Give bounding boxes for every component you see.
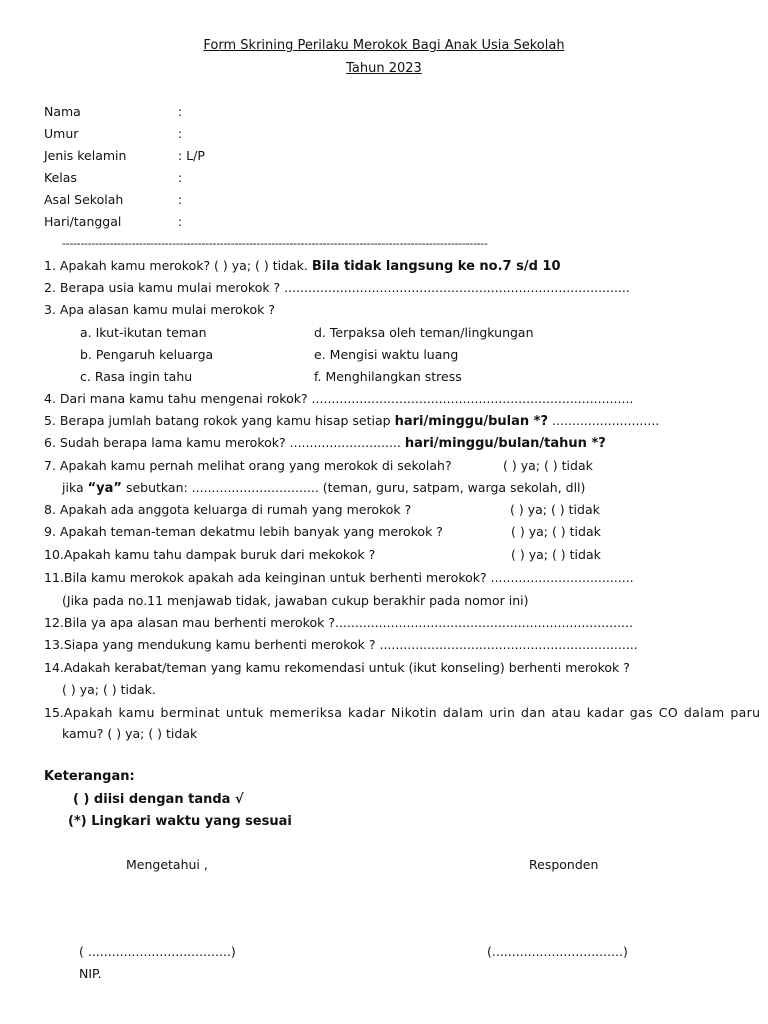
question-text[interactable]: Berapa usia kamu mulai merokok ? ....................................................................................... [59,280,630,295]
note-checkmark: ( ) diisi dengan tanda √ [73,792,244,807]
time-unit-choice[interactable]: hari/minggu/bulan/tahun *? [404,436,606,451]
question-text: Apakah kamu tahu dampak buruk dari mekokok ? [63,547,376,562]
question-15-answer[interactable]: kamu? ( ) ya; ( ) tidak [62,726,198,741]
question-text: Adakah kerabat/teman yang kamu rekomendasi untuk (ikut konseling) berhenti merokok ? [63,660,630,675]
question-12 [44,615,633,631]
question-number: 13. [44,637,64,652]
question-number: 8. [44,502,56,517]
form-year: Tahun 2023 [346,61,422,76]
option-letter: f. [314,369,322,384]
respondent-label: Responden [529,857,599,872]
school-label: Asal Sekolah [44,192,124,207]
option-d[interactable] [314,325,534,341]
skip-instruction: Bila tidak langsung ke no.7 s/d 10 [311,259,561,274]
option-text: Ikut-ikutan teman [95,325,207,340]
gender-field[interactable]: : L/P [178,148,205,163]
option-b[interactable] [80,347,213,363]
date-label: Hari/tanggal [44,214,122,229]
question-14 [44,660,630,676]
question-number: 9. [44,524,56,539]
question-number: 12. [44,615,64,630]
yes-no-answer[interactable]: ( ) ya; ( ) tidak [511,547,601,562]
answer-blank[interactable]: ........................... [552,413,660,428]
question-number: 7. [44,458,56,473]
question-11 [44,570,634,586]
yes-no-answer[interactable]: ( ) ya; ( ) tidak [503,458,593,473]
section-divider: -------------------------------------------------------------------------------------------------------------------- [62,237,488,250]
form-title: Form Skrining Perilaku Merokok Bagi Anak Usia Sekolah [203,38,565,53]
age-field[interactable]: : [178,126,183,141]
question-text: Berapa jumlah batang rokok yang kamu hisap setiap [59,413,391,428]
question-text: Apakah ada anggota keluarga di rumah yang merokok ? [59,502,412,517]
question-text: Apa alasan kamu mulai merokok ? [59,302,275,317]
question-number: 1. [44,258,56,273]
date-field[interactable]: : [178,214,183,229]
question-number: 11. [44,570,64,585]
question-number: 10. [44,547,64,562]
notes-heading: Keterangan: [44,769,135,784]
question-5 [44,413,659,430]
acknowledged-label: Mengetahui , [126,857,208,872]
question-number: 2. [44,280,56,295]
question-text[interactable]: Apakah kamu merokok? ( ) ya; ( ) tidak. [59,258,308,273]
yes-no-answer[interactable]: ( ) ya; ( ) tidak [510,502,600,517]
option-letter: e. [314,347,326,362]
class-label: Kelas [44,170,77,185]
option-text: Menghilangkan stress [325,369,462,384]
class-field[interactable]: : [178,170,183,185]
question-11-note: (Jika pada no.11 menjawab tidak, jawaban cukup berakhir pada nomor ini) [62,593,529,608]
question-7 [44,458,452,474]
yes-no-answer[interactable]: ( ) ya; ( ) tidak [511,524,601,539]
question-7-followup [62,480,585,497]
option-letter: b. [80,347,92,362]
question-number: 14. [44,660,64,675]
question-6 [44,435,606,452]
question-10 [44,547,375,563]
nip-label: NIP. [79,966,102,981]
option-letter: a. [80,325,92,340]
question-8 [44,502,411,518]
option-a[interactable] [80,325,207,341]
option-c[interactable] [80,369,192,385]
question-2 [44,280,630,296]
question-15 [44,705,761,721]
respondent-signature-blank[interactable]: (.................................) [487,944,628,959]
age-label: Umur [44,126,79,141]
question-text: Apakah kamu pernah melihat orang yang merokok di sekolah? [59,458,452,473]
yes-no-answer[interactable]: ( ) ya; ( ) tidak. [62,682,156,697]
question-text: Apakah kamu berminat untuk memeriksa kadar Nikotin dalam urin dan atau kadar gas CO dalam paru [63,705,761,720]
name-label: Nama [44,104,81,119]
followup-condition: “ya” [87,481,122,496]
gender-label: Jenis kelamin [44,148,127,163]
question-9 [44,524,443,540]
option-text: Mengisi waktu luang [329,347,459,362]
question-text: Apakah teman-teman dekatmu lebih banyak yang merokok ? [59,524,443,539]
question-13 [44,637,638,653]
followup-prefix: jika [62,480,84,495]
question-text[interactable]: Siapa yang mendukung kamu berhenti merokok ? ................................................................. [63,637,638,652]
option-letter: d. [314,325,326,340]
note-circle-time: (*) Lingkari waktu yang sesuai [68,814,292,829]
option-text: Terpaksa oleh teman/lingkungan [329,325,534,340]
option-text: Pengaruh keluarga [95,347,214,362]
option-f[interactable] [314,369,462,385]
acknowledger-signature-blank[interactable]: ( ....................................) [79,944,236,959]
question-text[interactable]: Sudah berapa lama kamu merokok? ............................ [59,435,401,450]
option-e[interactable] [314,347,458,363]
question-text[interactable]: Bila kamu merokok apakah ada keinginan untuk berhenti merokok? .................................... [63,570,634,585]
question-number: 6. [44,435,56,450]
question-number: 5. [44,413,56,428]
followup-blank[interactable]: sebutkan: ................................ (teman, guru, satpam, warga sekolah, dll) [125,480,586,495]
time-unit-choice[interactable]: hari/minggu/bulan *? [394,414,549,429]
question-3 [44,302,275,318]
question-4 [44,391,633,407]
option-letter: c. [80,369,91,384]
name-field[interactable]: : [178,104,183,119]
school-field[interactable]: : [178,192,183,207]
question-text[interactable]: Bila ya apa alasan mau berhenti merokok ?........................................................................... [63,615,633,630]
question-number: 15. [44,705,64,720]
question-number: 4. [44,391,56,406]
question-text[interactable]: Dari mana kamu tahu mengenai rokok? ................................................................................. [59,391,634,406]
question-number: 3. [44,302,56,317]
question-1 [44,258,561,275]
option-text: Rasa ingin tahu [94,369,193,384]
